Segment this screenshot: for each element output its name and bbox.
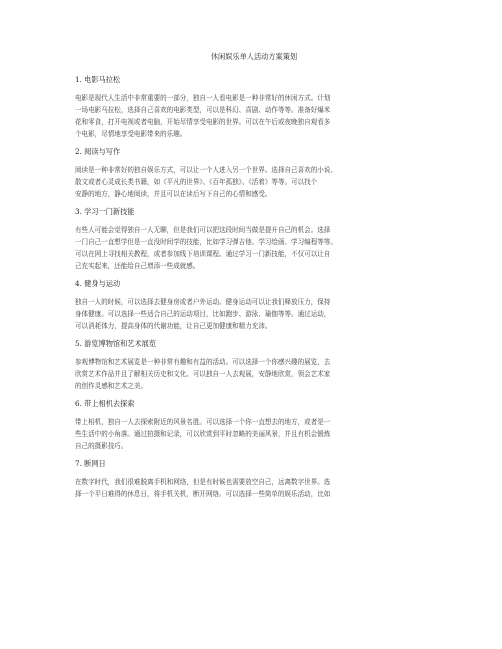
section-heading: 1. 电影马拉松 bbox=[75, 75, 121, 84]
paragraph-line: 个电影，尽情地享受电影带来的乐趣。 bbox=[75, 130, 187, 138]
section-paragraph bbox=[75, 224, 433, 272]
section bbox=[75, 279, 433, 332]
document-page bbox=[75, 52, 433, 507]
section bbox=[75, 75, 433, 140]
paragraph-line: 散文或者心灵成长类书籍，如《平凡的世界》、《百年孤独》、《活着》等等。可以找个 bbox=[75, 178, 318, 186]
section bbox=[75, 459, 433, 500]
section bbox=[75, 399, 433, 452]
paragraph-line: 电影是现代人生活中非常重要的一部分，独自一人看电影是一种非常好的休闲方式。计划 bbox=[75, 94, 331, 102]
section-heading: 4. 健身与运动 bbox=[75, 279, 121, 288]
paragraph-line: 一门自己一直想学但是一直没时间学的技能，比如学习弹吉他、学习绘画、学习编程等等。 bbox=[75, 238, 337, 246]
paragraph-line: 阅读是一种非常好的独自娱乐方式，可以让一个人进入另一个世界。选择自己喜欢的小说、 bbox=[75, 166, 337, 174]
paragraph-line: 一场电影马拉松，选择自己喜欢的电影类型，可以是科幻、喜剧、动作等等。准备好爆米 bbox=[75, 106, 331, 114]
paragraph-line: 些生活中的小角落。通过拍摄和记录，可以欣赏到平时忽略的美丽风景，并且有机会锻炼 bbox=[75, 430, 331, 438]
section-paragraph bbox=[75, 356, 433, 392]
paragraph-line: 花和零食，打开电视或者电脑，开始尽情享受电影的世界。可以在午后或夜晚独自观看多 bbox=[75, 118, 331, 126]
paragraph-line: 身体健康。可以选择一些适合自己的运动项目，比如跑步、游泳、瑜伽等等。通过运动， bbox=[75, 310, 331, 318]
paragraph-line: 在数字时代，我们很难脱离手机和网络，但是有时候也需要放空自己，远离数字世界。选 bbox=[75, 478, 331, 486]
section-heading: 2. 阅读与写作 bbox=[75, 147, 121, 156]
paragraph-line: 参观博物馆和艺术展览是一种非常有趣和有益的活动。可以选择一个你感兴趣的展览，去 bbox=[75, 358, 331, 366]
section-heading: 7. 断网日 bbox=[75, 459, 106, 468]
section-heading: 3. 学习一门新技能 bbox=[75, 207, 135, 216]
paragraph-line: 择一个平日难得的休息日，将手机关机，断开网络。可以选择一些简单的娱乐活动，比如 bbox=[75, 490, 331, 498]
paragraph-line: 己充实起来，还能给自己增添一些成就感。 bbox=[75, 262, 200, 270]
document-body bbox=[75, 75, 433, 500]
paragraph-line: 有些人可能会觉得独自一人无聊，但是我们可以把这段时间当做是提升自己的机会。选择 bbox=[75, 226, 331, 234]
section-heading: 6. 带上相机去探索 bbox=[75, 399, 135, 408]
section bbox=[75, 147, 433, 200]
paragraph-line: 欣赏艺术作品并且了解相关历史和文化。可以独自一人去观展，安静地欣赏，领会艺术家 bbox=[75, 370, 331, 378]
paragraph-line: 可以在网上寻找相关教程，或者参加线下培训课程。通过学习一门新技能，不仅可以让自 bbox=[75, 250, 331, 258]
paragraph-line: 自己的摄影技巧。 bbox=[75, 442, 128, 450]
section-heading: 5. 游览博物馆和艺术展览 bbox=[75, 339, 157, 348]
section-paragraph bbox=[75, 476, 433, 500]
paragraph-line: 的创作灵感和艺术之美。 bbox=[75, 382, 148, 390]
section-paragraph bbox=[75, 164, 433, 200]
section-paragraph bbox=[75, 296, 433, 332]
section-paragraph bbox=[75, 416, 433, 452]
paragraph-line: 独自一人的时候，可以选择去健身房或者户外运动。健身运动可以让我们释放压力，保持 bbox=[75, 298, 331, 306]
section-paragraph bbox=[75, 92, 433, 140]
section bbox=[75, 339, 433, 392]
paragraph-line: 带上相机，独自一人去探索附近的风景名胜。可以选择一个你一直想去的地方，或者是一 bbox=[75, 418, 331, 426]
paragraph-line: 安静的地方，静心地阅读，并且可以在读后写下自己的心情和感受。 bbox=[75, 190, 272, 198]
document-title: 休闲娱乐单人活动方案策划 bbox=[210, 52, 298, 61]
paragraph-line: 可以消耗体力，提高身体的代谢功能，让自己更加健康和精力充沛。 bbox=[75, 322, 272, 330]
section bbox=[75, 207, 433, 272]
